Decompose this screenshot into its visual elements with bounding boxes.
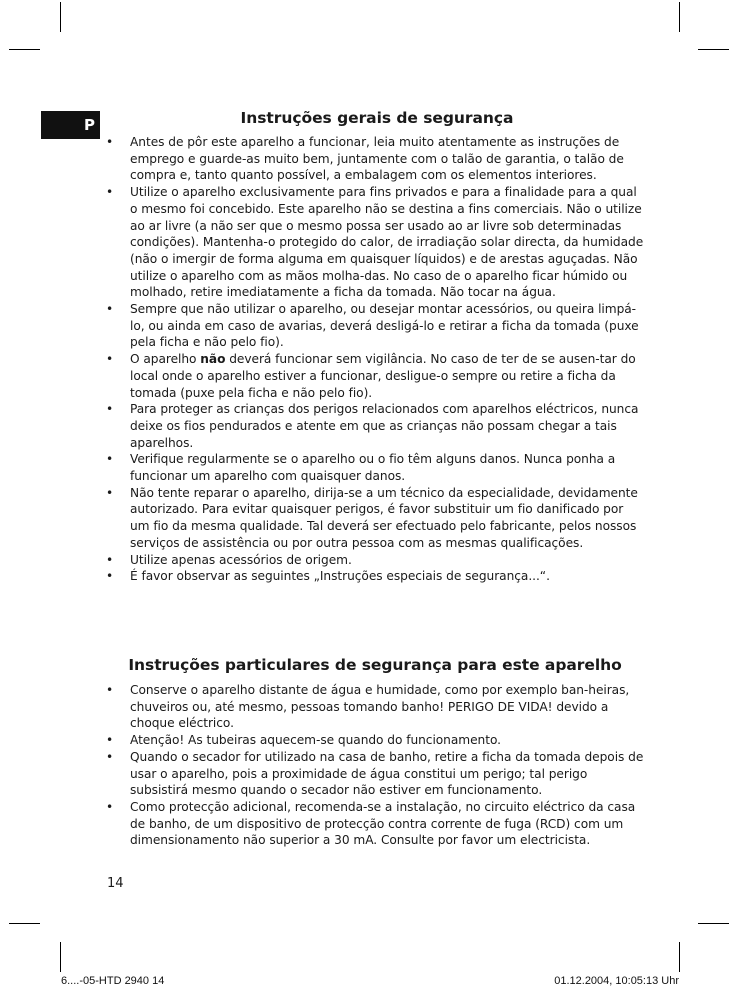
- list-item: • Sempre que não utilizar o aparelho, ou desejar montar acessórios, ou queira limpá-lo, ou ainda em caso de avarias, deverá desligá-lo e retirar a ficha da tomada (puxe pela ficha e não pelo fio).: [106, 301, 644, 351]
- list-item: • Como protecção adicional, recomenda-se a instalação, no circuito eléctrico da casa de banho, de um dispositivo de protecção contra corrente de fuga (RCD) com um dimensionamento não superior a 30 mA. Consulte por favor um electricista.: [106, 799, 644, 849]
- list-item: • Verifique regularmente se o aparelho ou o fio têm alguns danos. Nunca ponha a funcionar um aparelho com quaisquer danos.: [106, 451, 644, 484]
- list-item-text: deverá funcionar sem vigilância. No caso de ter de se ausen-tar do local onde o aparelho estiver a funcionar, desligue-o sempre ou retire a ficha da tomada (puxe pela ficha e não pelo fio).: [130, 352, 636, 400]
- list-item: • Atenção! As tubeiras aquecem-se quando do funcionamento.: [106, 732, 644, 749]
- general-safety-section: [106, 107, 644, 585]
- specific-safety-section: [106, 654, 644, 849]
- list-item: • Antes de pôr este aparelho a funcionar, leia muito atentamente as instruções de emprego e guarde-as muito bem, juntamente com o talão de garantia, o talão de compra e, tanto quanto possível, a embalagem com os elementos interiores.: [106, 134, 644, 184]
- list-item: • É favor observar as seguintes „Instruções especiais de segurança...“.: [106, 568, 644, 585]
- list-item: • Conserve o aparelho distante de água e humidade, como por exemplo ban-heiras, chuveiros ou, até mesmo, pessoas tomando banho! PERIGO DE VIDA! devido a choque eléctrico.: [106, 682, 644, 732]
- list-item: [106, 351, 644, 401]
- footer-file-info: 6....-05-HTD 2940 14: [61, 975, 165, 987]
- list-item: • Quando o secador for utilizado na casa de banho, retire a ficha da tomada depois de usar o aparelho, pois a proximidade de água constitui um perigo; tal perigo subsistirá mesmo quando o secador não estiver em funcionamento.: [106, 749, 644, 799]
- crop-mark: [60, 2, 61, 32]
- list-item-text: O aparelho: [130, 352, 201, 367]
- emphasis-text: não: [200, 352, 226, 367]
- crop-mark: [9, 49, 40, 50]
- crop-mark: [698, 49, 729, 50]
- safety-list: [106, 682, 644, 849]
- crop-mark: [679, 2, 680, 32]
- crop-mark: [679, 942, 680, 972]
- list-item: • Para proteger as crianças dos perigos relacionados com aparelhos eléctricos, nunca deixe os fios pendurados e atente em que as crianças não possam chegar a tais aparelhos.: [106, 401, 644, 451]
- footer-timestamp: 01.12.2004, 10:05:13 Uhr: [554, 975, 679, 987]
- list-item: • Utilize apenas acessórios de origem.: [106, 552, 644, 569]
- page-number: 14: [107, 876, 124, 891]
- safety-list: [106, 134, 644, 585]
- list-item: • Não tente reparar o aparelho, dirija-se a um técnico da especialidade, devidamente autorizado. Para evitar quaisquer perigos, é favor substituir um fio danificado por um fio da mesma qualidade. Tal deverá ser efectuado pelo fabricante, pelos nossos serviços de assistência ou por outra pessoa com as mesmas qualificações.: [106, 485, 644, 552]
- list-item: • Utilize o aparelho exclusivamente para fins privados e para a finalidade para a qual o mesmo foi concebido. Este aparelho não se destina a fins comerciais. Não o utilize ao ar livre (a não ser que o mesmo possa ser usado ao ar livre sob determinadas condições). Mantenha-o protegido do calor, de irradiação solar directa, da humidade (não o imergir de forma alguma em quaisquer líquidos) e de arestas aguçadas. Não utilize o aparelho com as mãos molha-das. No caso de o aparelho ficar húmido ou molhado, retire imediatamente a ficha da tomada. Não tocar na água.: [106, 184, 644, 301]
- section-title: Instruções gerais de segurança: [240, 109, 514, 127]
- crop-mark: [9, 923, 40, 924]
- crop-mark: [698, 923, 729, 924]
- section-title: Instruções particulares de segurança para este aparelho: [128, 656, 622, 674]
- language-tab: P: [41, 111, 100, 139]
- crop-mark: [60, 942, 61, 972]
